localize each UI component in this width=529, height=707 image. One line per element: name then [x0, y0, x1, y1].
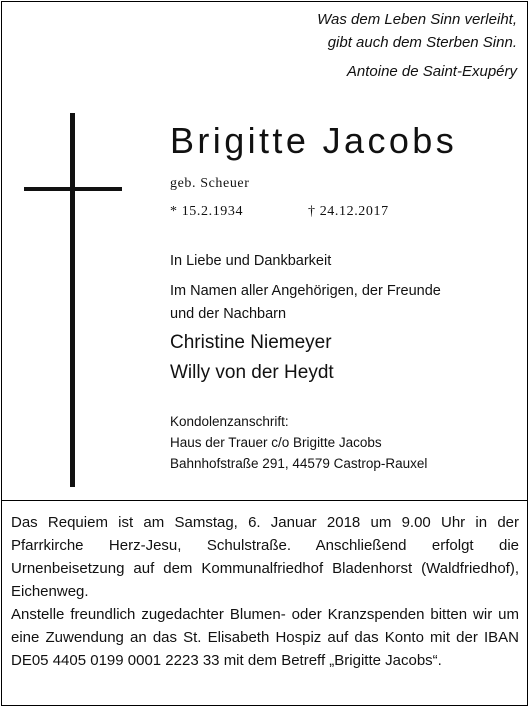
birth-date: * 15.2.1934 — [170, 204, 244, 219]
donation-paragraph: Anstelle freundlich zugedachter Blumen- oder Kranzspenden bitten wir um eine Zuwendung an das St. Elisabeth Hospiz auf das Konto mit der IBAN DE05 4405 0199 0001 2223 33 mit dem Betreff „Brigitte Jacobs“. — [11, 606, 519, 669]
obituary-notice — [1, 1, 528, 706]
notice-text — [11, 511, 519, 672]
cross-icon — [70, 113, 75, 487]
condolence-address — [170, 411, 427, 474]
birth-name: geb. Scheuer — [170, 176, 250, 191]
quote-author: Antoine de Saint-Exupéry — [346, 63, 517, 80]
mourners-intro-line-1: Im Namen aller Angehörigen, der Freunde — [170, 283, 441, 299]
mourner-name: Christine Niemeyer — [170, 332, 332, 353]
cross-icon-bar — [24, 187, 122, 191]
mourners-intro — [170, 280, 441, 326]
condolence-label: Kondolenzanschrift: — [170, 414, 289, 429]
condolence-line-2: Bahnhofstraße 291, 44579 Castrop-Rauxel — [170, 456, 428, 471]
requiem-paragraph: Das Requiem ist am Samstag, 6. Januar 2018 um 9.00 Uhr in der Pfarrkirche Herz-Jesu, Schulstraße. Anschließend erfolgt die Urnenbeisetzung auf dem Kommunalfriedhof Bladenhorst (Waldfriedhof), Eichenweg. — [11, 514, 519, 600]
quote-line-2: gibt auch dem Sterben Sinn. — [327, 34, 517, 51]
love-line: In Liebe und Dankbarkeit — [170, 253, 332, 269]
condolence-line-1: Haus der Trauer c/o Brigitte Jacobs — [170, 435, 382, 450]
quote-block — [317, 8, 517, 83]
divider — [2, 500, 527, 501]
death-date: † 24.12.2017 — [308, 204, 389, 219]
mourner-name: Willy von der Heydt — [170, 362, 334, 383]
quote-line-1: Was dem Leben Sinn verleiht, — [317, 11, 517, 28]
deceased-name: Brigitte Jacobs — [170, 120, 458, 161]
mourners-intro-line-2: und der Nachbarn — [170, 306, 287, 322]
